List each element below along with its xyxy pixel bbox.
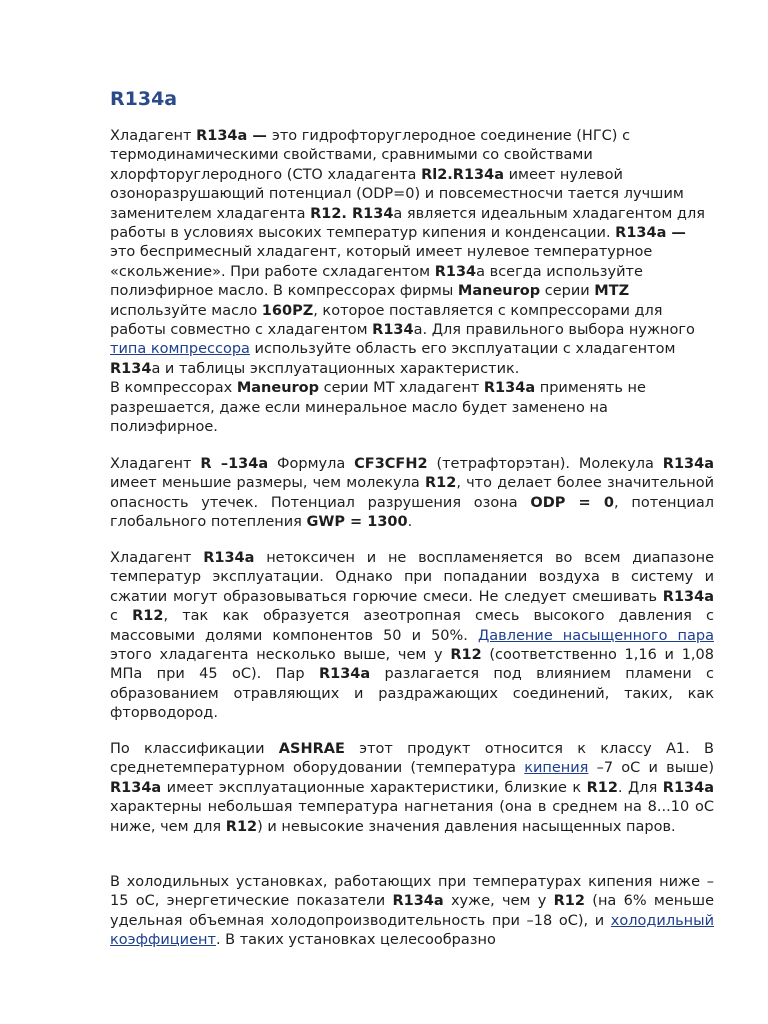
bold-term: R12 <box>553 893 585 910</box>
bold-term: R134 <box>434 263 477 280</box>
bold-term: R134a <box>203 550 255 566</box>
bold-term: R134a <box>662 456 715 472</box>
text-run: . В таких установках целесообразно <box>215 932 496 949</box>
text-run: В холодильных установках, работающих при температурах кипения ниже –15 оС, энергетические показатели <box>110 874 714 910</box>
inline-link[interactable]: Давление насыщенного пара <box>477 627 714 644</box>
text-run: Формула <box>268 456 355 472</box>
bold-term: R134a — <box>196 128 272 144</box>
bold-term: R12 <box>450 647 482 664</box>
text-run: с <box>110 608 133 625</box>
text-run: По классификации <box>110 741 279 757</box>
text-run: a. Для правильного выбора нужного <box>413 322 695 339</box>
text-run: серии МТ хладагент <box>319 380 484 397</box>
bold-term: MTZ <box>594 283 630 300</box>
bold-term: R12. R134 <box>310 205 394 222</box>
text-run: (тетрафторэтан). Молекула <box>427 456 663 472</box>
text-run: имеет нулевой озоноразрушающий потенциал (ODP=0) и повсеместносчи тается лучшим заменителем хладагента <box>110 166 684 222</box>
bold-term: Maneurop <box>236 380 320 397</box>
bold-term: R134a <box>483 380 536 397</box>
text-run: . Для <box>617 779 663 796</box>
paragraph-ashrae <box>110 740 714 837</box>
bold-term: R134a — <box>615 225 686 242</box>
text-run: этого хладагента несколько выше, чем у <box>110 647 451 664</box>
bold-term: R134a <box>662 779 714 796</box>
text-run: , так как образуется азеотропная смесь высокого давления с массовыми долями компонентов 50 и 50%. <box>110 608 714 644</box>
bold-term: R134a <box>662 588 714 605</box>
text-run: имеет эксплуатационные характеристики, близкие к <box>161 779 587 796</box>
paragraph-intro <box>110 127 714 438</box>
bold-term: CF3CFH2 <box>354 456 428 472</box>
bold-term: R12 <box>586 779 618 796</box>
text-run: Хладагент <box>110 550 204 566</box>
text-run: a всегда используйте полиэфирное масло. В компрессорах фирмы <box>110 263 643 300</box>
bold-term: ASHRAE <box>278 741 345 757</box>
text-run: , что делает более значительной опасность утечек. Потенциал разрушения озона <box>110 475 714 511</box>
text-run: a и таблицы эксплуатационных характеристик. <box>151 360 520 377</box>
text-run: (соответственно 1,16 и 1,08 МПа при 45 оС). Пар <box>110 647 714 683</box>
text-run: хуже, чем у <box>443 893 554 910</box>
paragraph-safety <box>110 549 714 724</box>
text-run: Хладагент <box>110 456 201 472</box>
text-run: Хладагент <box>110 128 197 144</box>
text-run: характерны небольшая температура нагнетания (она в среднем на 8...10 оС ниже, чем для <box>110 799 714 835</box>
text-run: a является идеальным хладагентом для работы в условиях высоких температур кипения и конденсации. <box>110 205 705 242</box>
bold-term: R134a <box>110 779 162 796</box>
text-run: нетоксичен и не воспламеняется во всем диапазоне температур эксплуатации. Однако при попадании воздуха в систему и сжатии могут образовываться горючие смеси. Не следует смешивать <box>110 550 714 605</box>
text-run: используйте масло <box>110 302 262 319</box>
text-run: (на 6% меньше удельная объемная холодопроизводительность при –18 оС), и <box>110 893 714 929</box>
text-run: , которое поставляется с компрессорами для работы совместно с хладагентом <box>110 302 663 339</box>
bold-term: R12 <box>424 475 457 492</box>
text-run: применять не разрешается, даже если минеральное масло будет заменено на полиэфирное. <box>110 380 646 436</box>
text-run: это гидрофторуглеродное соединение (НГС) с термодинамическими свойствами, сравнимыми со свойствами хлорфторуглеродного (СТО хладагента <box>110 128 631 183</box>
text-run: ) и невысокие значения давления насыщенных паров. <box>257 818 676 835</box>
text-run: имеет меньшие размеры, чем молекула <box>110 475 425 492</box>
text-run: это беспримесный хладагент, который имеет нулевое температурное «скольжение». При работе схладагентом <box>110 244 653 280</box>
bold-term: GWP = 1300 <box>306 514 408 531</box>
text-run: –7 оС и выше) <box>588 760 714 777</box>
text-run: В компрессорах <box>110 380 237 397</box>
bold-term: R12 <box>132 608 164 625</box>
bold-term: R134 <box>372 322 414 339</box>
bold-term: R134a <box>392 893 444 910</box>
inline-link[interactable]: типа компрессора <box>110 341 250 358</box>
bold-term: R134a <box>318 666 371 683</box>
page-title: R134a <box>110 88 178 110</box>
bold-term: R –134a <box>200 456 269 472</box>
paragraph-formula <box>110 455 714 533</box>
text-run: этот продукт относится к классу А1. В среднетемпературном оборудовании (температура <box>110 741 714 777</box>
paragraph-low-temp <box>110 873 714 951</box>
text-run: . <box>407 514 413 531</box>
inline-link[interactable]: кипения <box>524 760 589 777</box>
bold-term: 160PZ <box>261 302 314 319</box>
bold-term: Rl2.R134a <box>421 166 505 183</box>
text-run: , потенциал глобального потепления <box>110 494 714 531</box>
text-run: разлагается под влиянием пламени с образованием отравляющих и раздражающих соединений, таких, как фторводород. <box>110 666 714 722</box>
bold-term: R12 <box>225 818 258 835</box>
bold-term: Maneurop <box>457 283 541 300</box>
inline-link[interactable]: холодильный коэффициент <box>110 912 714 949</box>
bold-term: R134 <box>110 360 152 377</box>
text-run: серии <box>540 283 595 300</box>
text-run: используйте область его эксплуатации с хладагентом <box>249 341 676 358</box>
bold-term: ODP = 0 <box>530 494 614 511</box>
